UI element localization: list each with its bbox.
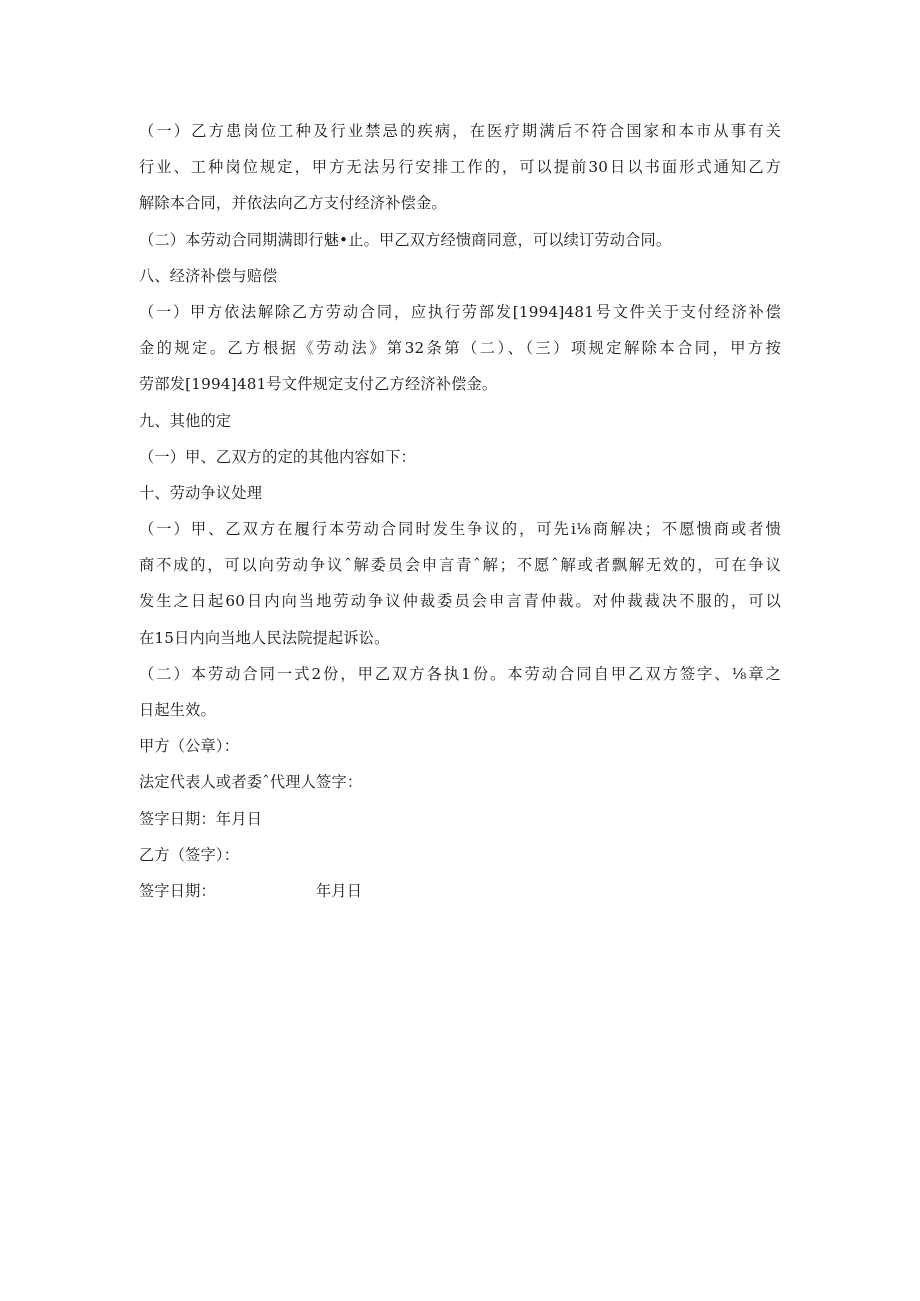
text-line: 九、其他的定 [139,411,232,430]
text-line: 八、经济补偿与赔偿 [139,266,278,285]
text-line: 劳部发[1994]481号文件规定支付乙方经济补偿金。 [139,375,498,394]
text-line: 发生之日起60日内向当地劳动争议仲裁委员会申言青仲裁。对仲裁裁决不服的，可以 [139,592,781,611]
text-line: （一）甲方依法解除乙方劳动合同，应执行劳部发[1994]481号文件关于支付经济补偿 [139,302,781,321]
contract-text [139,113,781,873]
text-line: 行业、工种岗位规定，甲方无法另行安排工作的，可以提前30日以书面形式通知乙方 [139,158,781,177]
text-line: （一）甲、乙双方在履行本劳动合同时发生争议的，可先i⅛商解决；不愿愦商或者愦 [139,520,781,539]
text-line: 签字日期：年月日 [139,809,263,828]
text-line: 十、劳动争议处理 [139,483,263,502]
text-line: 法定代表人或者委ˆ代理人签字： [139,773,363,792]
text-line: 乙方（签字）： [139,845,240,864]
text-line: 商不成的，可以向劳动争议ˆ解委员会申言青ˆ解；不愿ˆ解或者飘解无效的，可在争议 [139,556,781,575]
text-line: 日起生效。 [139,701,216,719]
text-line: （二）本劳动合同一式2份，甲乙双方各执1份。本劳动合同自甲乙双方签字、⅛章之 [139,664,781,683]
signing-date-value: 年月日 [315,881,363,900]
text-line: 甲方（公章）： [139,737,240,756]
text-line: 解除本合同，并依法向乙方支付经济补偿金。 [139,194,447,213]
text-line: 在15日内向当地人民法院提起诉讼。 [139,628,390,647]
text-line: （二）本劳动合同期满即行魅•止。甲乙双方经愦商同意，可以续订劳动合同。 [139,230,672,249]
party-b-signing-date [139,873,781,909]
text-line: 金的规定。乙方根据《劳动法》第32条第（二）、（三）项规定解除本合同，甲方按 [139,339,781,358]
signing-date-label: 签字日期： [139,881,216,900]
contract-page [139,113,781,909]
text-line: （一）乙方患岗位工种及行业禁忌的疾病，在医疗期满后不符合国家和本市从事有关 [139,122,781,140]
text-line: （一）甲、乙双方的定的其他内容如下： [139,447,416,466]
